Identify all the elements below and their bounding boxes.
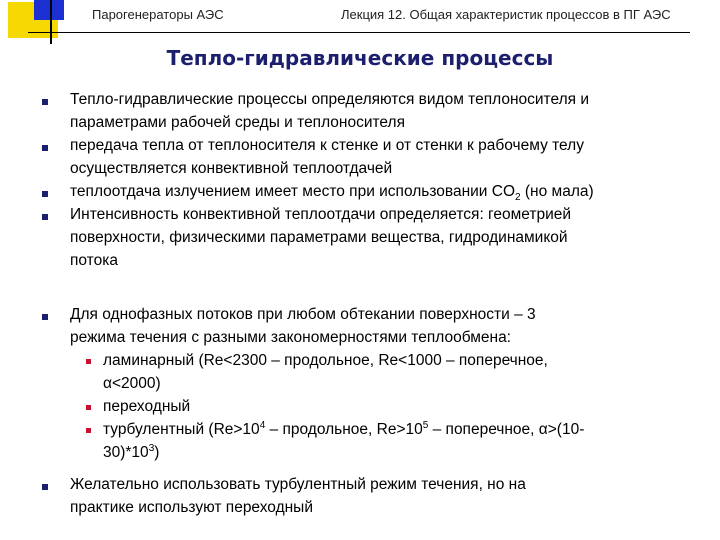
turb-text-d: 30)*10 [103,444,149,461]
bullet-line: осуществляется конвективной теплоотдачей [70,160,393,177]
bullet-item-5 [70,303,690,349]
header-rule [28,32,690,33]
bullet-item-1 [70,88,690,134]
turb-text-b: – продольное, Re>10 [265,421,423,438]
co2-subscript: 2 [515,192,521,204]
turb-sup-1: 4 [259,419,266,431]
sub-line: α<2000) [103,375,161,392]
bullet-icon [42,484,48,490]
corner-vertical-line [50,0,52,44]
bullet-line: Для однофазных потоков при любом обтекании поверхности – 3 [70,306,536,323]
bullet-line: Желательно использовать турбулентный режим течения, но на [70,476,526,493]
bullet-icon [42,314,48,320]
bullet-line: Интенсивность конвективной теплоотдачи определяется: геометрией [70,206,572,223]
bullet-line: поверхности, физическими параметрами вещества, гидродинамикой [70,229,568,246]
bullet-text-suffix: (но мала) [520,183,594,200]
slide-title: Тепло-гидравлические процессы [166,46,554,70]
sub-line: ламинарный (Re<2300 – продольное, Re<1000 – поперечное, [103,352,548,369]
bullet-item-6 [70,473,690,519]
turb-sup-3: 3 [148,442,155,454]
sub-bullet-icon [86,405,91,410]
sub-item-laminar [103,349,693,395]
turb-text-e: ) [154,444,160,461]
bullet-item-4 [70,203,690,272]
bullet-line: передача тепла от теплоносителя к стенке и от стенки к рабочему телу [70,137,584,154]
header-course: Парогенераторы АЭС [92,7,224,22]
sub-line [103,418,693,441]
bullet-icon [42,145,48,151]
turb-text-c: – поперечное, α>(10- [428,421,585,438]
header-lecture: Лекция 12. Общая характеристик процессов в ПГ АЭС [341,7,671,22]
bullet-icon [42,99,48,105]
sub-line: переходный [103,398,191,415]
bullet-line: практике используют переходный [70,499,313,516]
bullet-line: режима течения с разными закономерностями теплообмена: [70,329,511,346]
sub-bullet-icon [86,428,91,433]
corner-blue-square [34,0,64,20]
bullet-icon [42,191,48,197]
turb-sup-2: 5 [422,419,429,431]
bullet-text: теплоотдача излучением имеет место при использовании CO [70,183,516,200]
bullet-item-3 [70,180,690,203]
sub-bullet-icon [86,359,91,364]
bullet-icon [42,214,48,220]
turb-text-a: турбулентный (Re>10 [103,421,260,438]
bullet-item-2 [70,134,690,180]
bullet-line: параметрами рабочей среды и теплоносителя [70,114,405,131]
sub-item-turbulent [103,418,693,464]
bullet-line: потока [70,252,118,269]
bullet-line: Тепло-гидравлические процессы определяются видом теплоносителя и [70,91,589,108]
sub-line [103,441,693,464]
sub-item-transitional [103,395,693,418]
